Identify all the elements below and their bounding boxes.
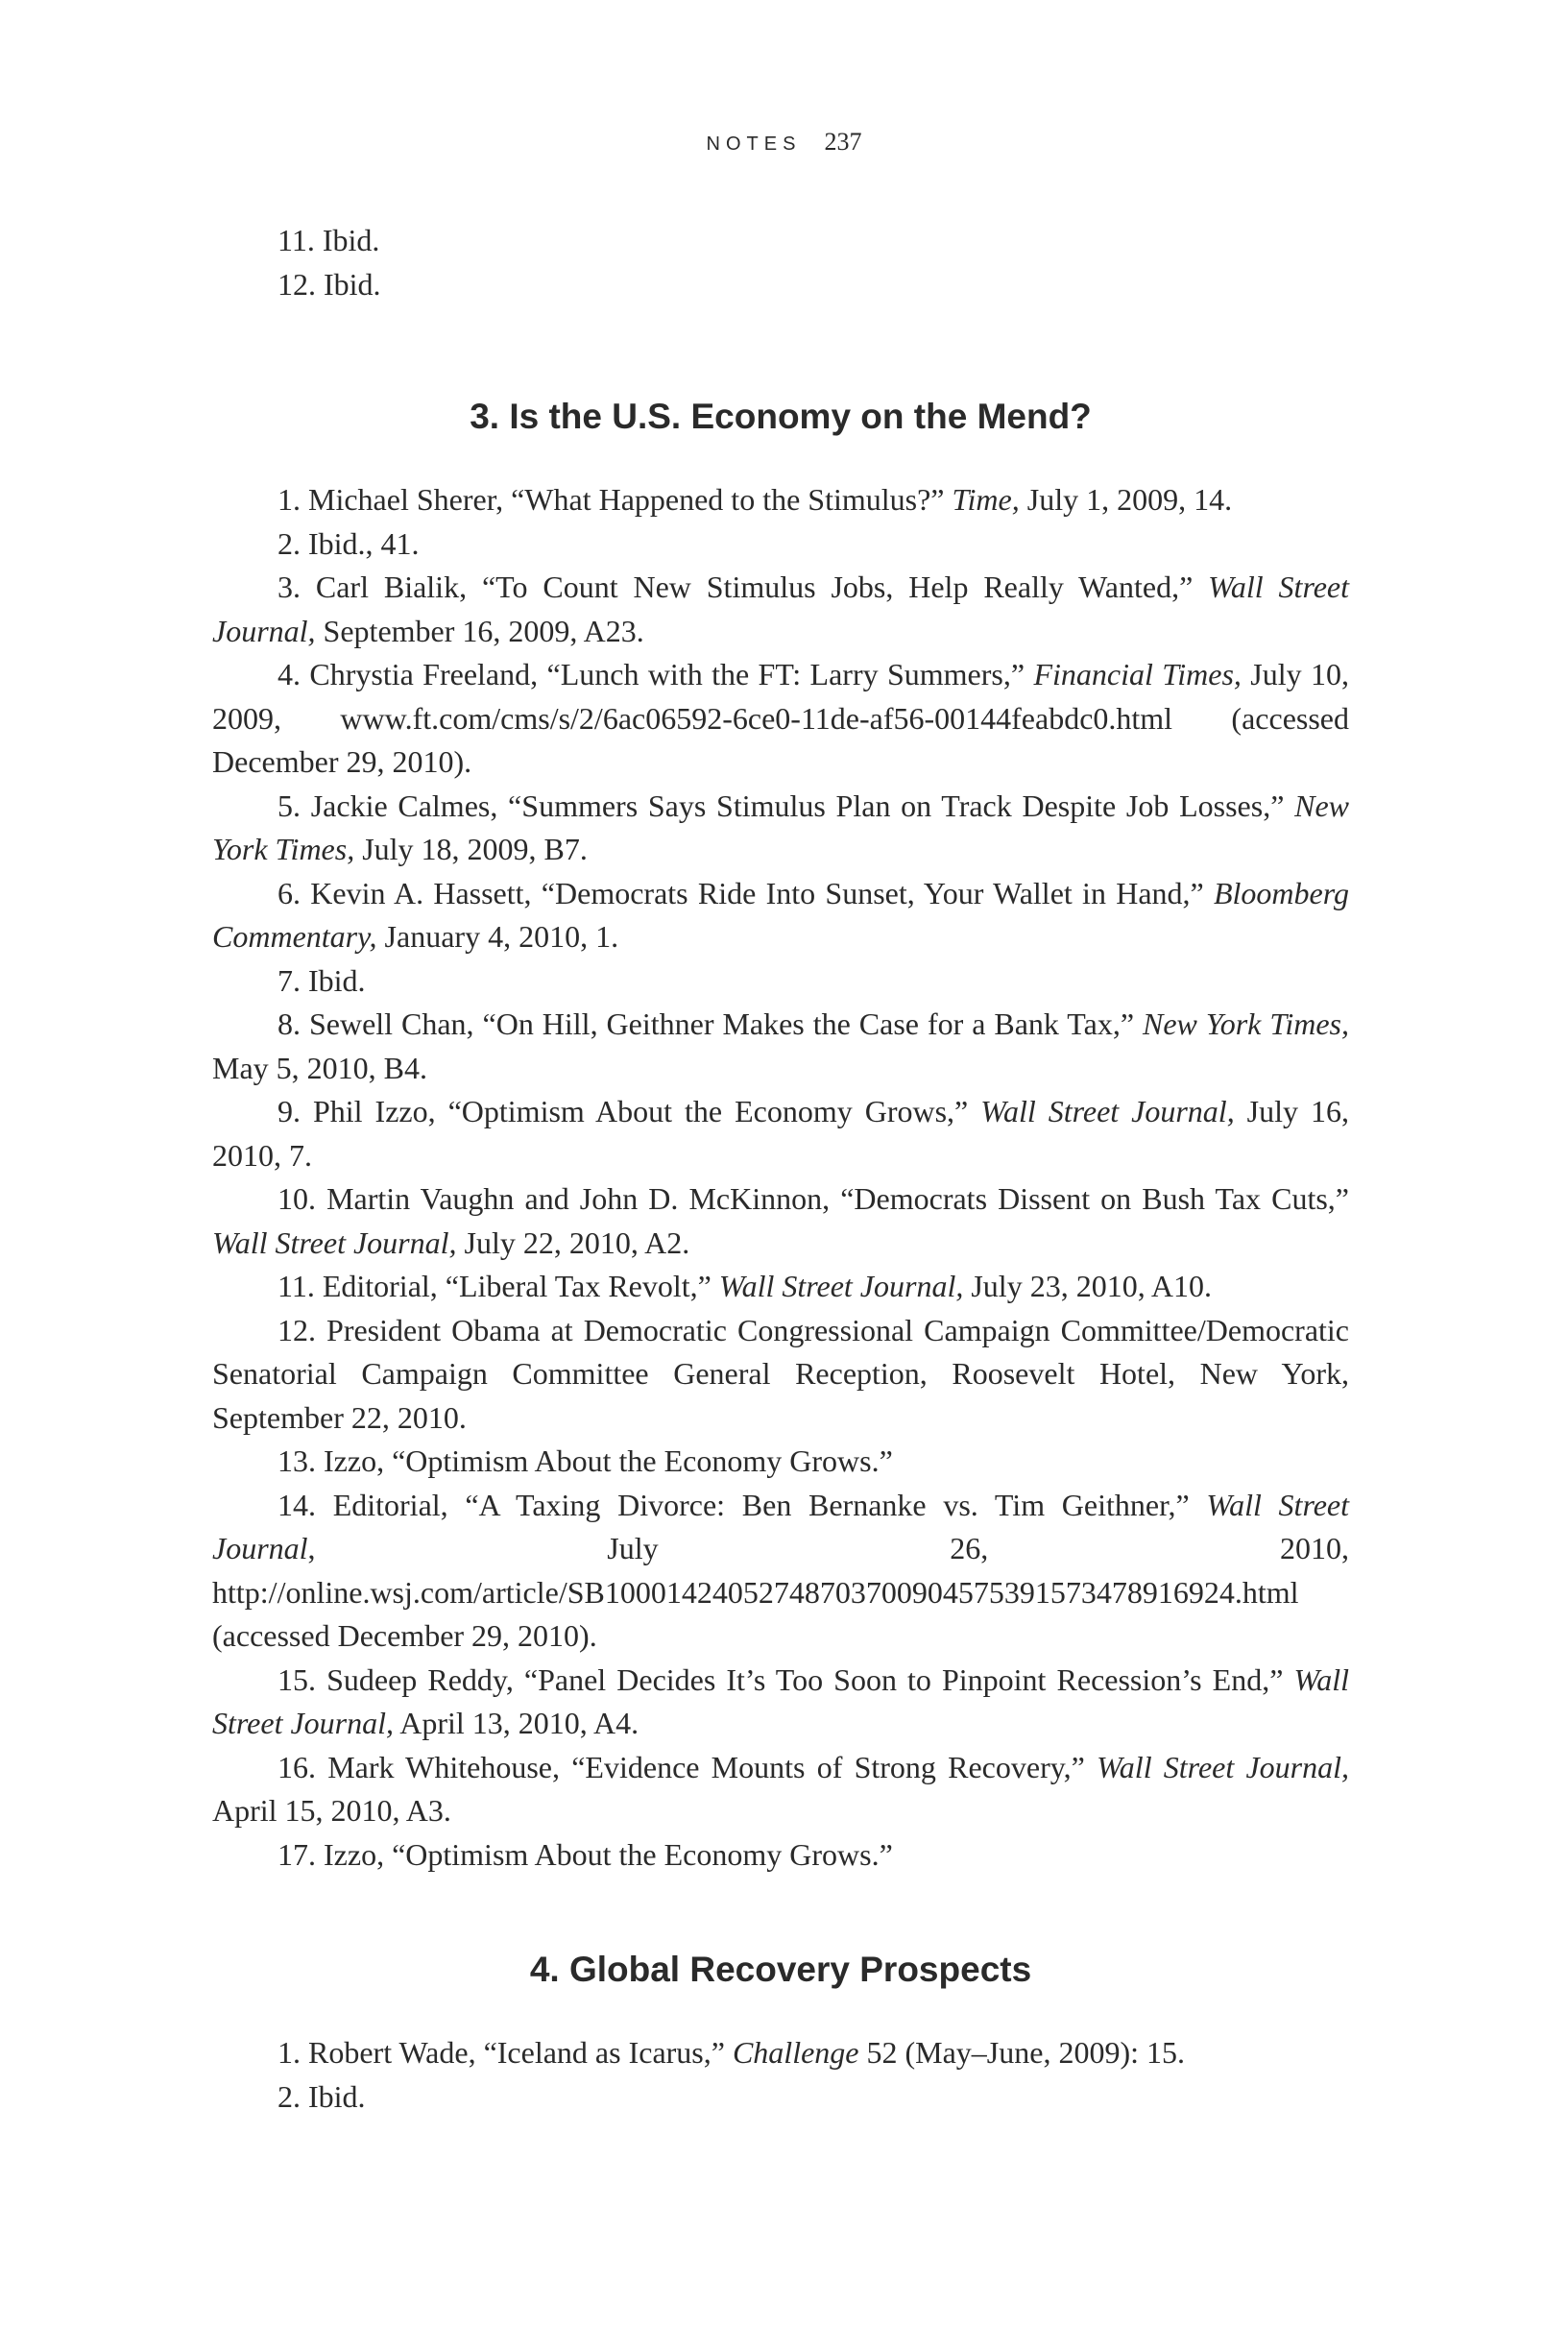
note-item: [212, 2075, 1349, 2120]
running-head: [0, 127, 1568, 159]
note-item: [212, 1440, 1349, 1484]
chapter-4-notes: [212, 2031, 1349, 2119]
note-title-italic: Wall Street Journal: [212, 1487, 1350, 1565]
note-text: July 23, 2010, A10.: [963, 1269, 1213, 1303]
note-text: July 10, 2009, www.ft.com/cms/s/2/6ac06592-6ce0-11de-af56-00144feabdc0.html (accessed December 29, 2010).: [212, 657, 1350, 779]
note-text: 13. Izzo, “Optimism About the Economy Grows.”: [277, 1443, 893, 1478]
note-text: 2. Ibid.: [277, 2078, 366, 2114]
note-title-italic: Financial Times,: [1033, 657, 1242, 691]
note-text: 9. Phil Izzo, “Optimism About the Economy Grows,”: [277, 1094, 981, 1128]
note-item: [212, 785, 1349, 872]
note-title-italic: Wall Street Journal,: [212, 1661, 1349, 1740]
note-item: [212, 478, 1349, 522]
notes-column: [212, 219, 1349, 2119]
note-item: [212, 959, 1349, 1004]
note-text: 12. President Obama at Democratic Congressional Campaign Committee/Democratic Senatorial Campaign Committee General Reception, Roosevelt Hotel, New York, September 22, 2010.: [212, 1312, 1349, 1435]
note-text: 14. Editorial, “A Taxing Divorce: Ben Bernanke vs. Tim Geithner,”: [277, 1487, 1207, 1522]
note-title-italic: New York Times,: [212, 788, 1349, 866]
carryover-notes: [212, 219, 1349, 306]
note-text: May 5, 2010, B4.: [212, 1050, 427, 1085]
note-title-italic: Bloomberg Commentary,: [212, 875, 1349, 954]
note-text: July 1, 2009, 14.: [1019, 482, 1233, 517]
chapter-3-notes: [212, 478, 1349, 1877]
note-item: [212, 522, 1349, 567]
note-text: July 18, 2009, B7.: [354, 832, 588, 866]
note-item: [212, 1265, 1349, 1309]
note-text: 5. Jackie Calmes, “Summers Says Stimulus Plan on Track Despite Job Losses,”: [277, 788, 1295, 823]
spacer: [212, 438, 1349, 478]
note-item: [212, 1746, 1349, 1833]
note-item: [212, 1309, 1349, 1441]
note-text: July 22, 2010, A2.: [456, 1224, 690, 1260]
note-title-italic: Wall Street Journal,: [980, 1094, 1235, 1128]
note-item: [212, 1003, 1349, 1090]
page-number: 237: [824, 128, 862, 156]
note-item: 11. Ibid.: [277, 223, 380, 257]
note-text: January 4, 2010, 1.: [376, 919, 619, 954]
note-text: 52 (May–June, 2009): 15.: [858, 2035, 1185, 2070]
note-title-italic: Wall Street Journal,: [212, 1224, 457, 1260]
note-item: [212, 1833, 1349, 1878]
note-title-italic: Wall Street Journal,: [212, 570, 1350, 648]
note-item: [212, 653, 1349, 785]
note-item: [212, 2031, 1349, 2075]
note-text: April 13, 2010, A4.: [394, 1706, 639, 1740]
note-title-italic: Wall Street Journal,: [1097, 1749, 1350, 1784]
note-text: 15. Sudeep Reddy, “Panel Decides It’s Too Soon to Pinpoint Recession’s End,”: [277, 1661, 1294, 1697]
note-text: 8. Sewell Chan, “On Hill, Geithner Makes the Case for a Bank Tax,”: [277, 1006, 1143, 1041]
note-title-italic: Time,: [952, 482, 1020, 517]
note-text: July 16, 2010, 7.: [212, 1094, 1350, 1173]
note-title-italic: Challenge: [732, 2035, 859, 2070]
note-item: [212, 566, 1349, 653]
note-text: April 15, 2010, A3.: [212, 1793, 451, 1828]
note-title-italic: Wall Street Journal,: [718, 1269, 964, 1303]
note-text: 17. Izzo, “Optimism About the Economy Grows.”: [277, 1836, 893, 1872]
note-text: September 16, 2009, A23.: [315, 613, 644, 648]
note-title-italic: New York Times,: [1143, 1006, 1350, 1041]
note-text: 1. Robert Wade, “Iceland as Icarus,”: [277, 2035, 733, 2070]
note-item: [212, 1090, 1349, 1177]
note-text: 16. Mark Whitehouse, “Evidence Mounts of Strong Recovery,”: [277, 1749, 1098, 1784]
note-text: 3. Carl Bialik, “To Count New Stimulus Jobs, Help Really Wanted,”: [277, 570, 1209, 604]
running-head-label: NOTES: [706, 133, 802, 155]
note-text: 7. Ibid.: [277, 962, 366, 998]
note-item: 12. Ibid.: [277, 266, 381, 302]
spacer: [212, 1877, 1349, 1948]
spacer: [212, 1991, 1349, 2031]
note-text: 11. Editorial, “Liberal Tax Revolt,”: [277, 1269, 719, 1303]
note-text: 1. Michael Sherer, “What Happened to the Stimulus?”: [277, 482, 953, 517]
chapter-3-heading: 3. Is the U.S. Economy on the Mend?: [470, 397, 1092, 436]
chapter-4-heading: 4. Global Recovery Prospects: [529, 1950, 1032, 1989]
note-item: [212, 1659, 1349, 1746]
note-text: 6. Kevin A. Hassett, “Democrats Ride Into Sunset, Your Wallet in Hand,”: [277, 875, 1214, 910]
note-text: 4. Chrystia Freeland, “Lunch with the FT: Larry Summers,”: [277, 657, 1034, 691]
note-item: [212, 1177, 1349, 1265]
note-text: , July 26, 2010, http://online.wsj.com/article/SB10001424052748703700904575391573478916924.html (accessed December 29, 2010).: [212, 1531, 1349, 1653]
spacer: [212, 306, 1349, 395]
note-item: [212, 1484, 1349, 1659]
note-item: [212, 872, 1349, 959]
note-text: 10. Martin Vaughn and John D. McKinnon, “Democrats Dissent on Bush Tax Cuts,”: [277, 1181, 1349, 1216]
note-text: 2. Ibid., 41.: [277, 525, 420, 561]
